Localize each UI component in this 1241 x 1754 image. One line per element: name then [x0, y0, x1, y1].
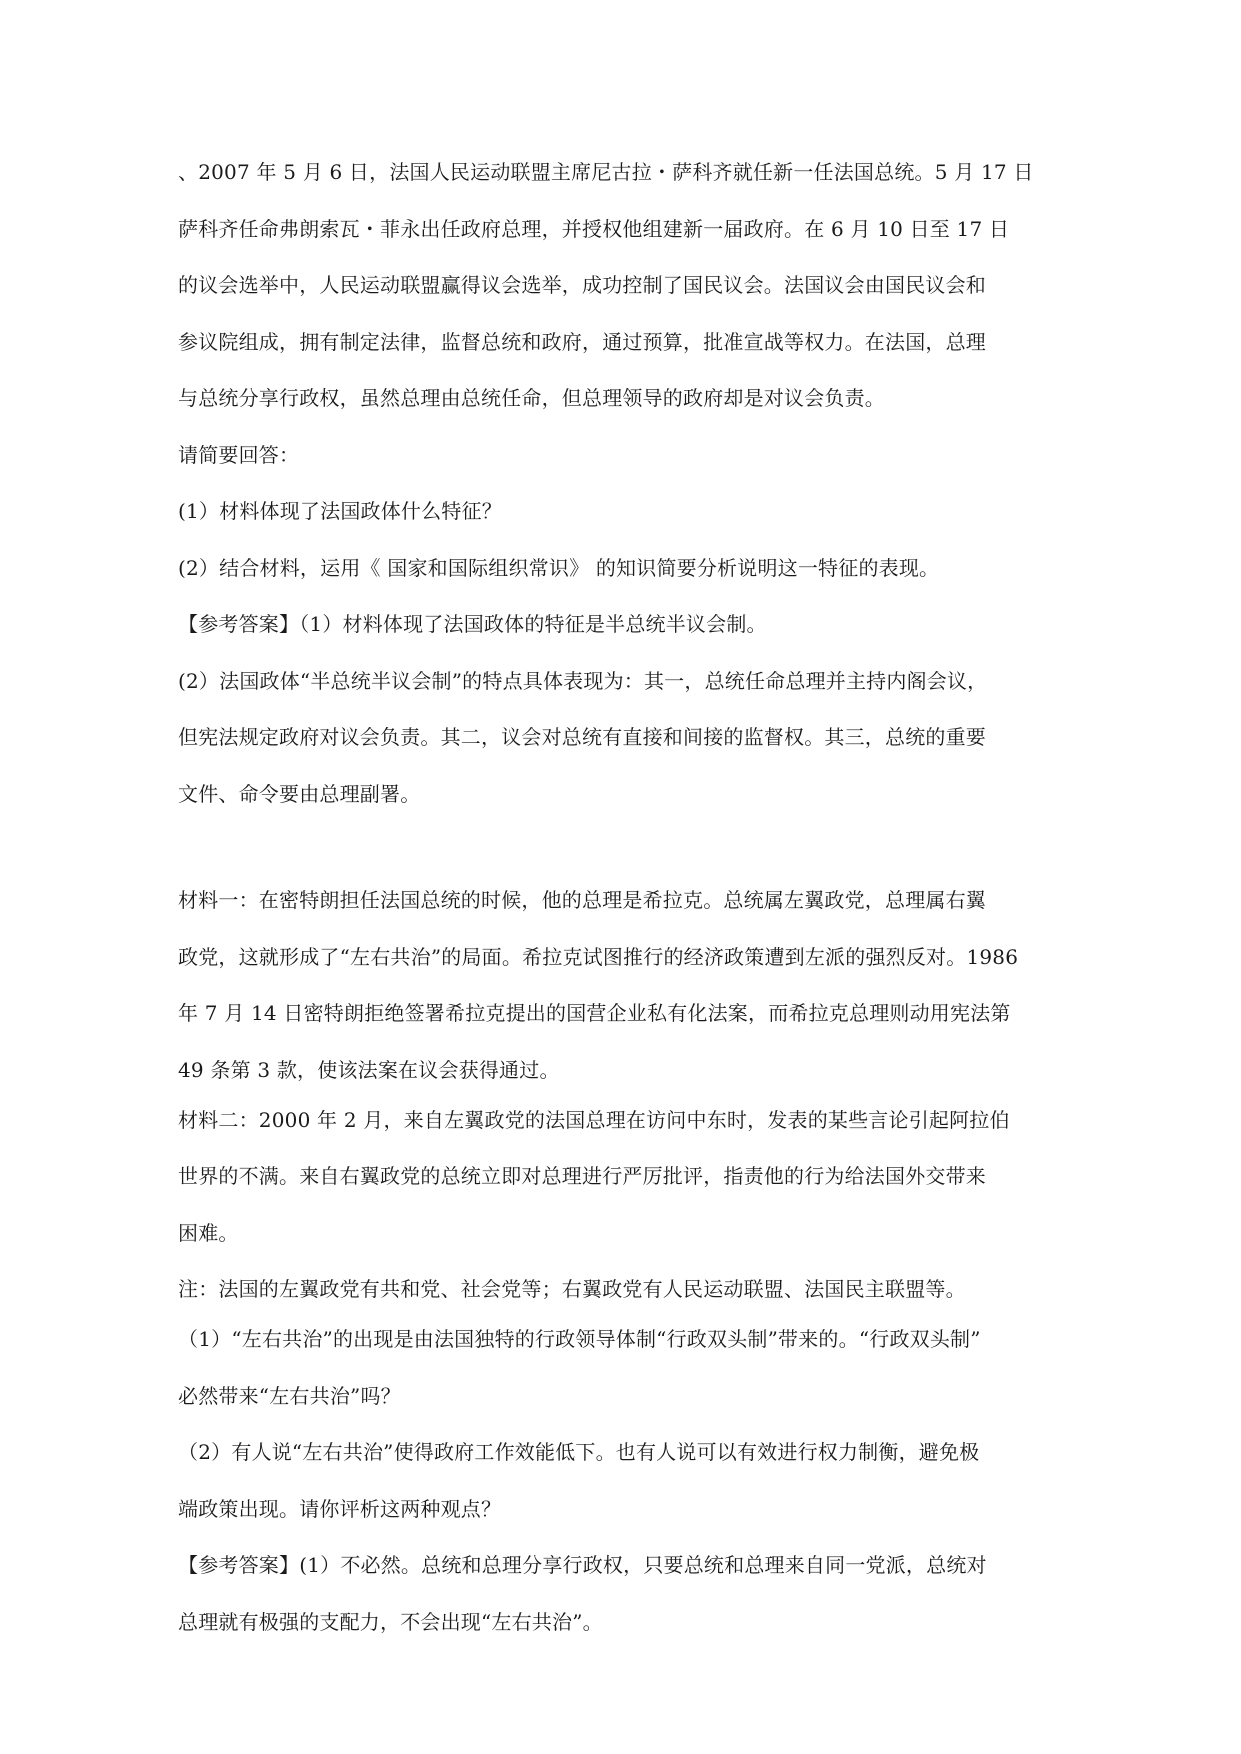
question-prompt: 请简要回答： — [178, 442, 300, 467]
answer-line: 【参考答案】（1）材料体现了法国政体的特征是半总统半议会制。 — [178, 612, 767, 636]
question-block-1 — [178, 158, 1068, 836]
material-text-line: 萨科齐任命弗朗索瓦・菲永出任政府总理，并授权他组建新一届政府。在 6 月 10 日至 17 日 — [178, 216, 1010, 241]
material-one-line: 材料一：在密特朗担任法国总统的时候，他的总理是希拉克。总统属左翼政党，总理属右翼 — [178, 888, 986, 912]
material-text-line: 参议院组成，拥有制定法律，监督总统和政府，通过预算，批准宣战等权力。在法国，总理 — [178, 329, 986, 354]
note-line: 注：法国的左翼政党有共和党、社会党等；右翼政党有人民运动联盟、法国民主联盟等。 — [178, 1277, 966, 1301]
answer-line: 总理就有极强的支配力，不会出现“左右共治”。 — [178, 1609, 603, 1634]
material-text-line: 的议会选举中，人民运动联盟赢得议会选举，成功控制了国民议会。法国议会由国民议会和 — [178, 273, 986, 297]
question-item-1: （1）“左右共治”的出现是由法国独特的行政领导体制“行政双头制”带来的。“行政双头制” — [178, 1327, 981, 1351]
material-two-line: 材料二：2000 年 2 月，来自左翼政党的法国总理在访问中东时，发表的某些言论引起阿拉伯 — [178, 1107, 1010, 1132]
material-one-line: 政党，这就形成了“左右共治”的局面。希拉克试图推行的经济政策遭到左派的强烈反对。1986 — [178, 944, 1019, 969]
answer-line: 文件、命令要由总理副署。 — [178, 781, 421, 806]
answer-line: 【参考答案】(1）不必然。总统和总理分享行政权，只要总统和总理来自同一党派，总统对 — [178, 1553, 987, 1577]
question-item-1: (1）材料体现了法国政体什么特征？ — [178, 499, 502, 523]
answer-line: (2）法国政体“半总统半议会制”的特点具体表现为：其一，总统任命总理并主持内阁会议， — [178, 668, 988, 693]
material-two-line: 困难。 — [178, 1220, 239, 1245]
material-two-line: 世界的不满。来自右翼政党的总统立即对总理进行严厉批评，指责他的行为给法国外交带来 — [178, 1164, 986, 1188]
document-body — [178, 158, 1068, 1664]
material-one-line: 年 7 月 14 日密特朗拒绝签署希拉克提出的国营企业私有化法案，而希拉克总理则动用宪法第 — [178, 1001, 1011, 1025]
material-one-line: 49 条第 3 款，使该法案在议会获得通过。 — [178, 1057, 560, 1082]
question-item-2: （2）有人说“左右共治”使得政府工作效能低下。也有人说可以有效进行权力制衡，避免极 — [178, 1440, 980, 1464]
answer-line: 但宪法规定政府对议会负责。其二，议会对总统有直接和间接的监督权。其三，总统的重要 — [178, 725, 986, 749]
question-item-2: (2）结合材料，运用《 国家和国际组织常识》 的知识简要分析说明这一特征的表现。 — [178, 555, 940, 580]
question-block-2 — [178, 886, 1068, 1664]
question-item-1: 必然带来“左右共治”吗？ — [178, 1383, 401, 1408]
material-text-line: 与总统分享行政权，虽然总理由总统任命，但总理领导的政府却是对议会负责。 — [178, 386, 885, 410]
question-item-2: 端政策出现。请你评析这两种观点？ — [178, 1496, 502, 1521]
section-gap — [178, 836, 1068, 886]
material-text-line: 、2007 年 5 月 6 日，法国人民运动联盟主席尼古拉・萨科齐就任新一任法国总统。5 月 17 日 — [178, 160, 1034, 184]
